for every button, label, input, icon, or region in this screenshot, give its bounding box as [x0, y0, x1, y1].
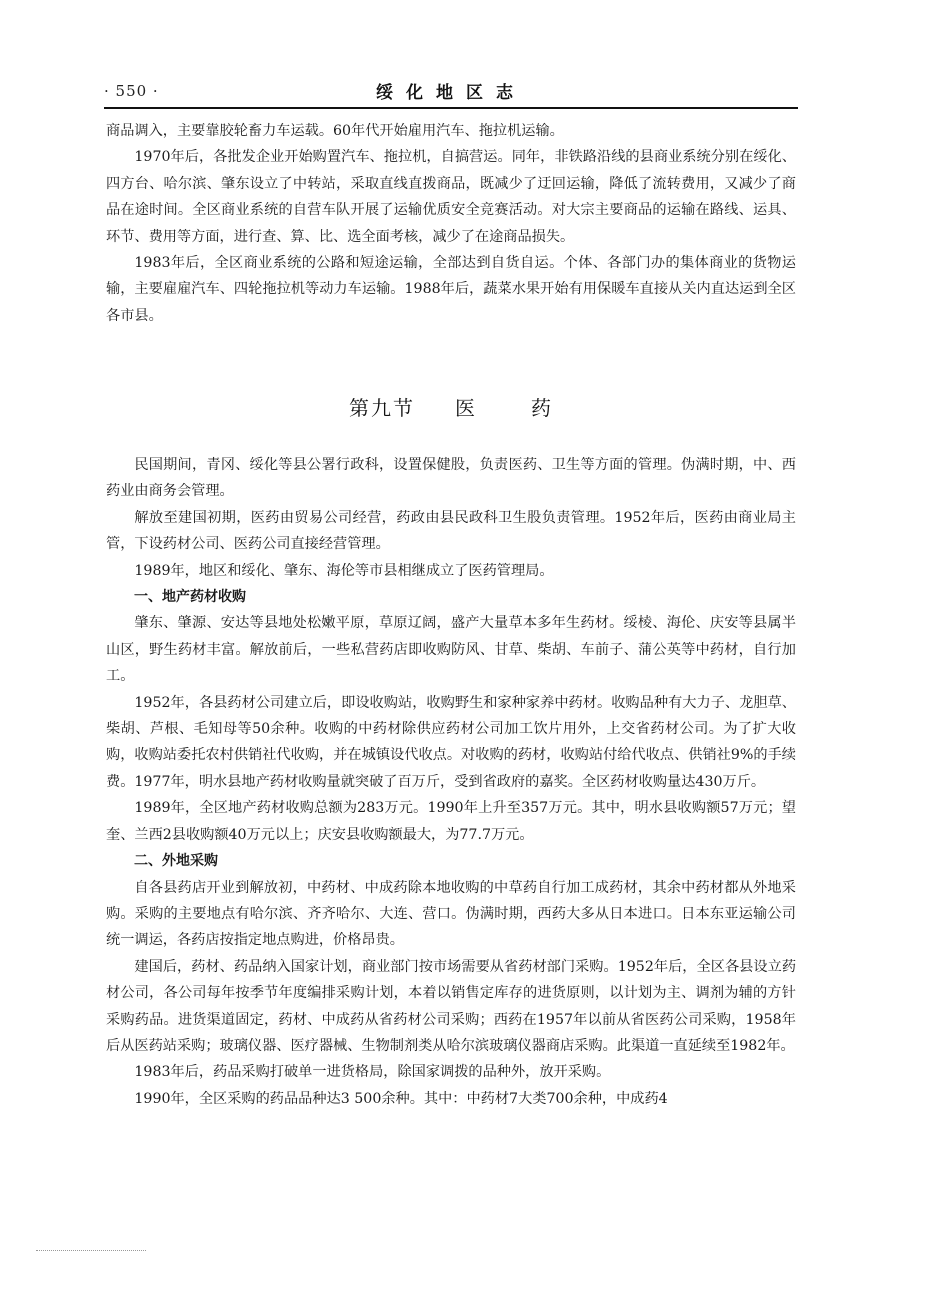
paragraph: 1983年后，全区商业系统的公路和短途运输，全部达到自货自运。个体、各部门办的集体商业的货物运输，主要雇雇汽车、四轮拖拉机等动力车运输。1988年后，蔬菜水果开始有用保暖车直接从关内直达运到全区各市县。: [106, 255, 796, 324]
paragraph: 1983年后，药品采购打破单一进货格局，除国家调拨的品种外，放开采购。: [134, 1064, 611, 1081]
scan-artifact: [36, 1250, 146, 1251]
section-name-part1: 医: [455, 396, 477, 420]
medicine-section-text: [106, 452, 796, 1112]
paragraph: 1989年，地区和绥化、肇东、海伦等市县相继成立了医药管理局。: [134, 562, 554, 579]
section-number: 第九节: [349, 396, 415, 420]
paragraph: 1952年，各县药材公司建立后，即设收购站，收购野生和家种家养中药材。收购品种有大力子、龙胆草、柴胡、芦根、毛知母等50余种。收购的中药材除供应药材公司加工饮片用外，上交省药材公司。为了扩大收购，收购站委托农村供销社代收购，并在城镇设代收点。对收购的药材，收购站付给代收点、供销社9%的手续费。1977年，明水县地产药材收购量就突破了百万斤，受到省政府的嘉奖。全区药材收购量达430万斤。: [106, 694, 796, 790]
paragraph: 解放至建国初期，医药由贸易公司经营，药政由县民政科卫生股负责管理。1952年后，医药由商业局主管，下设药材公司、医药公司直接经营管理。: [106, 509, 796, 553]
section-title: [106, 392, 796, 421]
running-title: 绥化地区志: [376, 83, 526, 103]
subsection-heading: 一、地产药材收购: [134, 589, 246, 606]
paragraph: 1970年后，各批发企业开始购置汽车、拖拉机，自搞营运。同年，非铁路沿线的县商业系统分别在绥化、四方台、哈尔滨、肇东设立了中转站，采取直线直拨商品，既减少了迂回运输，降低了流转费用，又减少了商品在途时间。全区商业系统的自营车队开展了运输优质安全竞赛活动。对大宗主要商品的运输在路线、运具、环节、费用等方面，进行查、算、比、选全面考核，减少了在途商品损失。: [106, 149, 796, 245]
subsection-heading: 二、外地采购: [134, 853, 218, 870]
transport-section-text: [106, 118, 796, 329]
paragraph: 1989年，全区地产药材收购总额为283万元。1990年上升至357万元。其中，明水县收购额57万元；望奎、兰西2县收购额40万元以上；庆安县收购额最大，为77.7万元。: [106, 800, 796, 843]
paragraph: 商品调入，主要靠胶轮畜力车运载。60年代开始雇用汽车、拖拉机运输。: [106, 123, 564, 139]
paragraph: 建国后，药材、药品纳入国家计划，商业部门按市场需要从省药材部门采购。1952年后，全区各县设立药材公司，各公司每年按季节年度编排采购计划，本着以销售定库存的进货原则，以计划为主、调剂为辅的方针采购药品。进货渠道固定，药材、中成药从省药材公司采购；西药在1957年以前从省医药公司采购，1958年后从医药站采购；玻璃仪器、医疗器械、生物制剂类从哈尔滨玻璃仪器商店采购。此渠道一直延续至1982年。: [106, 958, 797, 1054]
paragraph: 1990年，全区采购的药品品种达3 500余种。其中：中药材7大类700余种，中成药4: [134, 1090, 668, 1107]
paragraph: 自各县药店开业到解放初，中药材、中成药除本地收购的中草药自行加工成药材，其余中药材都从外地采购。采购的主要地点有哈尔滨、齐齐哈尔、大连、营口。伪满时期，西药大多从日本进口。日本东亚运输公司统一调运，各药店按指定地点购进，价格昂贵。: [106, 879, 796, 949]
paragraph: 肇东、肇源、安达等县地处松嫩平原，草原辽阔，盛产大量草本多年生药材。绥棱、海伦、庆安等县属半山区，野生药材丰富。解放前后，一些私营药店即收购防风、甘草、柴胡、车前子、蒲公英等中药材，自行加工。: [106, 615, 796, 685]
page-header: [104, 78, 798, 106]
section-name-part2: 药: [531, 396, 553, 420]
page-number: · 550 ·: [104, 82, 159, 100]
paragraph: 民国期间，青冈、绥化等县公署行政科，设置保健股，负责医药、卫生等方面的管理。伪满时期，中、西药业由商务会管理。: [106, 457, 796, 500]
header-rule: [104, 107, 798, 109]
